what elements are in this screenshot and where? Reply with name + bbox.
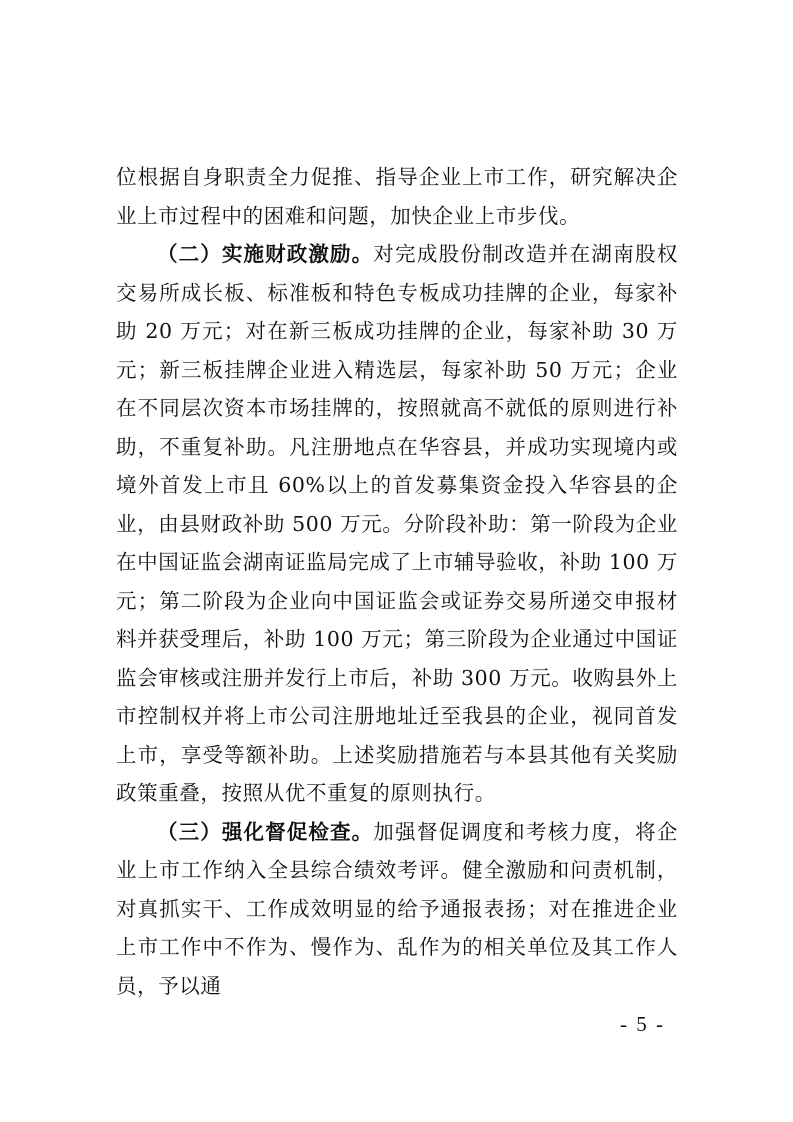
paragraph-text: 位根据自身职责全力促推、指导企业上市工作，研究解决企业上市过程中的困难和问题，加快企业上市步伐。 [116,165,678,228]
paragraph-fiscal-incentives [116,235,678,813]
paragraph-text: 对完成股份制改造并在湖南股权交易所成长板、标准板和特色专板成功挂牌的企业，每家补助 20 万元；对在新三板成功挂牌的企业，每家补助 30 万元；新三板挂牌企业进入精选层，每家补助 50 万元；企业在不同层次资本市场挂牌的，按照就高不就低的原则进行补助，不重复补助。凡注册地点在华容县，并成功实现境内或境外首发上市且 60%以上的首发募集资金投入华容县的企业，由县财政补助 500 万元。分阶段补助：第一阶段为企业在中国证监会湖南证监局完成了上市辅导验收，补助 100 万元；第二阶段为企业向中国证监会或证券交易所递交申报材料并获受理后，补助 100 万元；第三阶段为企业通过中国证监会审核或注册并发行上市后，补助 300 万元。收购县外上市控制权并将上市公司注册地址迁至我县的企业，视同首发上市，享受等额补助。上述奖励措施若与本县其他有关奖励政策重叠，按照从优不重复的原则执行。 [116,242,678,805]
paragraph-text: 加强督促调度和考核力度，将企业上市工作纳入全县综合绩效考评。健全激励和问责机制，对真抓实干、工作成效明显的给予通报表扬；对在推进企业上市工作中不作为、慢作为、乱作为的相关单位及其工作人员，予以通 [116,819,678,998]
section-heading-supervision: （三）强化督促检查。 [157,819,374,844]
page-number: - 5 - [620,1012,665,1036]
paragraph-supervision [116,813,678,1006]
paragraph-continuation [116,158,678,235]
section-heading-fiscal-incentives: （二）实施财政激励。 [157,242,374,266]
document-body [116,158,678,1005]
